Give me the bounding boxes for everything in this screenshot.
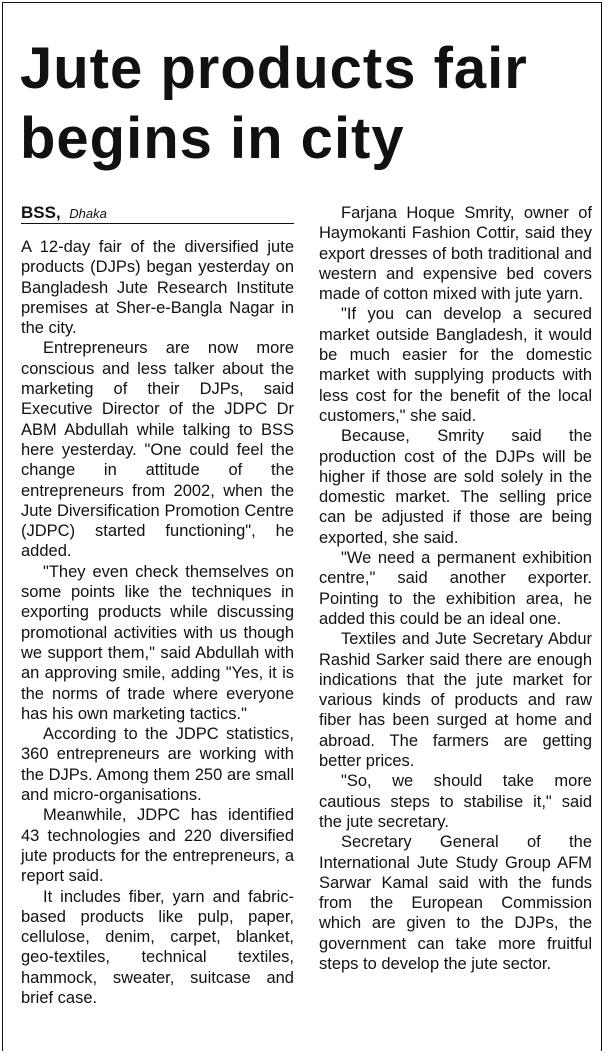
- paragraph: According to the JDPC statistics, 360 entrepreneurs are working with the DJPs. Among them 250 are small and micro-organisations.: [21, 725, 294, 805]
- paragraph: Farjana Hoque Smrity, owner of Haymokanti Fashion Cottir, said they export dresses of both traditional and western and expensive bed covers made of cotton mixed with jute yarn.: [319, 204, 592, 304]
- headline: Jute products fair begins in city: [20, 36, 528, 171]
- paragraph: "If you can develop a secured market outside Bangladesh, it would be much easier for the domestic market with supplying products with less cost for the benefit of the local customers," she said.: [319, 305, 592, 425]
- paragraph: "So, we should take more cautious steps to stabilise it," said the jute secretary.: [319, 772, 592, 831]
- paragraph: Secretary General of the International Jute Study Group AFM Sarwar Kamal said with the funds from the European Commission which are given to the DJPs, the government can take more fruitful steps to develop the jute sector.: [319, 833, 592, 973]
- paragraph: A 12-day fair of the diversified jute products (DJPs) began yesterday on Bangladesh Jute Research Institute premises at Sher-e-Bangla Nagar in the city.: [21, 238, 294, 338]
- paragraph: Textiles and Jute Secretary Abdur Rashid Sarker said there are enough indications that the jute market for various kinds of products and raw fiber has been surged at home and abroad. The farmers are getting better prices.: [319, 630, 592, 771]
- paragraph: Because, Smrity said the production cost of the DJPs will be higher if those are sold solely in the domestic market. The selling price can be adjusted if those are being exported, she said.: [319, 427, 592, 547]
- right-column: [319, 203, 592, 974]
- paragraph: Meanwhile, JDPC has identified 43 technologies and 220 diversified jute products for the entrepreneurs, a report said.: [21, 806, 294, 886]
- byline-place: Dhaka: [69, 206, 107, 221]
- paragraph: "We need a permanent exhibition centre," said another exporter. Pointing to the exhibition area, he added this could be an ideal one.: [319, 549, 592, 628]
- paragraph: Entrepreneurs are now more conscious and less talker about the marketing of their DJPs, said Executive Director of the JDPC Dr ABM Abdullah while talking to BSS here yesterday. "One could feel the change in attitude of the entrepreneurs from 2002, when the Jute Diversification Promotion Centre (JDPC) started functioning", he added.: [21, 339, 294, 561]
- left-column: [21, 203, 294, 1008]
- paragraph: "They even check themselves on some points like the techniques in exporting products while discussing promotional activities with us though we support them," said Abdullah with an approving smile, adding "Yes, it is the norms of trade where everyone has his own marketing tactics.": [21, 562, 294, 723]
- byline-agency: BSS,: [21, 203, 61, 222]
- byline: [21, 203, 294, 224]
- paragraph: It includes fiber, yarn and fabric-based products like pulp, paper, cellulose, denim, carpet, blanket, geo-textiles, technical textiles, hammock, sweater, suitcase and brief case.: [21, 887, 294, 1007]
